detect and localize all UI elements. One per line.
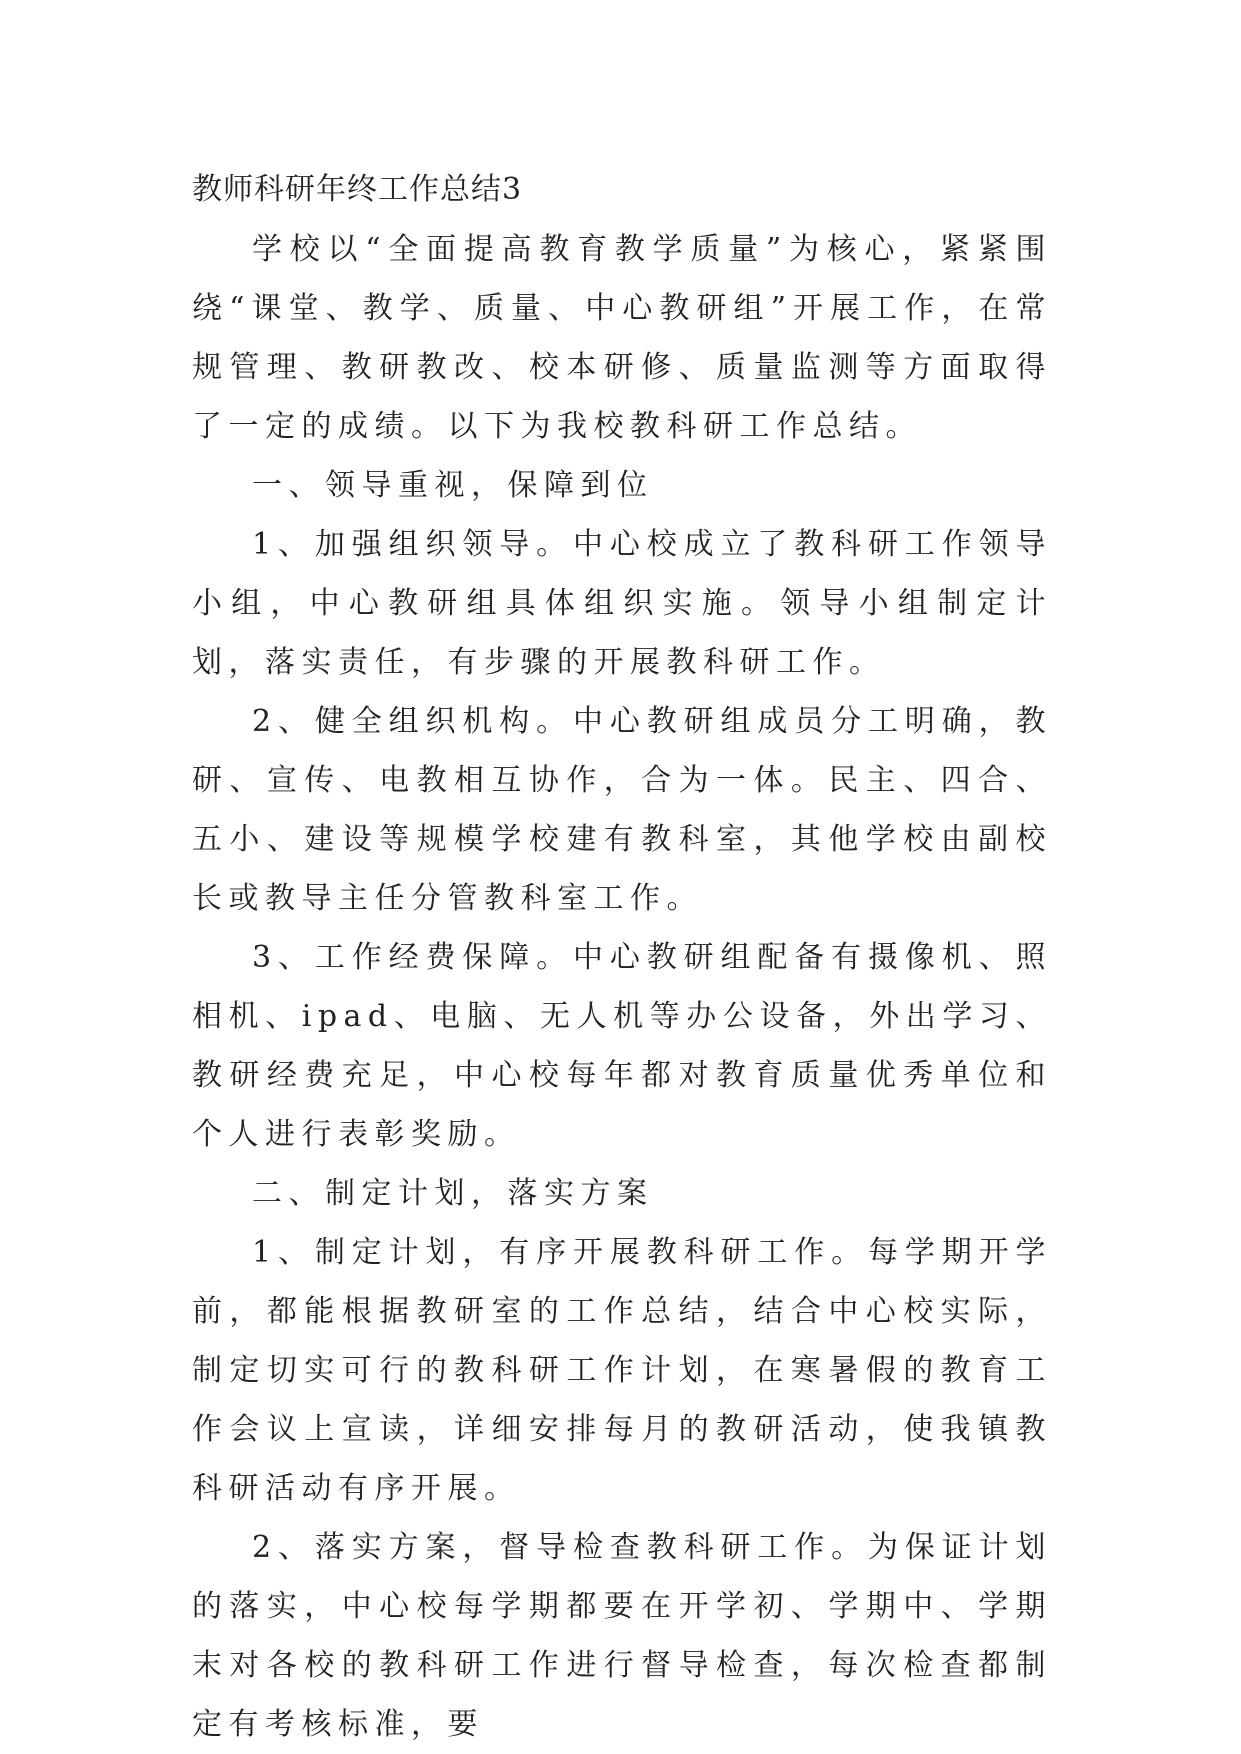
- section-heading-2: 二、制定计划，落实方案: [252, 1176, 654, 1211]
- document-title: 教师科研年终工作总结3: [192, 172, 523, 207]
- section-2-item-2: 2、落实方案，督导检查教科研工作。为保证计划的落实，中心校每学期都要在开学初、学期中、学期末对各校的教科研工作进行督导检查，每次检查都制定有考核标准，要: [192, 1530, 1052, 1742]
- section-1-item-1: 1、加强组织领导。中心校成立了教科研工作领导小组，中心教研组具体组织实施。领导小组制定计划，落实责任，有步骤的开展教科研工作。: [192, 527, 1052, 680]
- document-body: [192, 160, 1052, 1754]
- section-1-item-2: 2、健全组织机构。中心教研组成员分工明确，教研、宣传、电教相互协作，合为一体。民主、四合、五小、建设等规模学校建有教科室，其他学校由副校长或教导主任分管教科室工作。: [192, 704, 1052, 916]
- section-heading-1: 一、领导重视，保障到位: [252, 468, 654, 503]
- section-2-item-1: 1、制定计划，有序开展教科研工作。每学期开学前，都能根据教研室的工作总结，结合中心校实际，制定切实可行的教科研工作计划，在寒暑假的教育工作会议上宣读，详细安排每月的教研活动，使我镇教科研活动有序开展。: [192, 1235, 1052, 1506]
- intro-paragraph: 学校以“全面提高教育教学质量”为核心，紧紧围绕“课堂、教学、质量、中心教研组”开展工作，在常规管理、教研教改、校本研修、质量监测等方面取得了一定的成绩。以下为我校教科研工作总结。: [192, 232, 1052, 444]
- section-1-item-3: 3、工作经费保障。中心教研组配备有摄像机、照相机、ipad、电脑、无人机等办公设备，外出学习、教研经费充足，中心校每年都对教育质量优秀单位和个人进行表彰奖励。: [192, 940, 1052, 1152]
